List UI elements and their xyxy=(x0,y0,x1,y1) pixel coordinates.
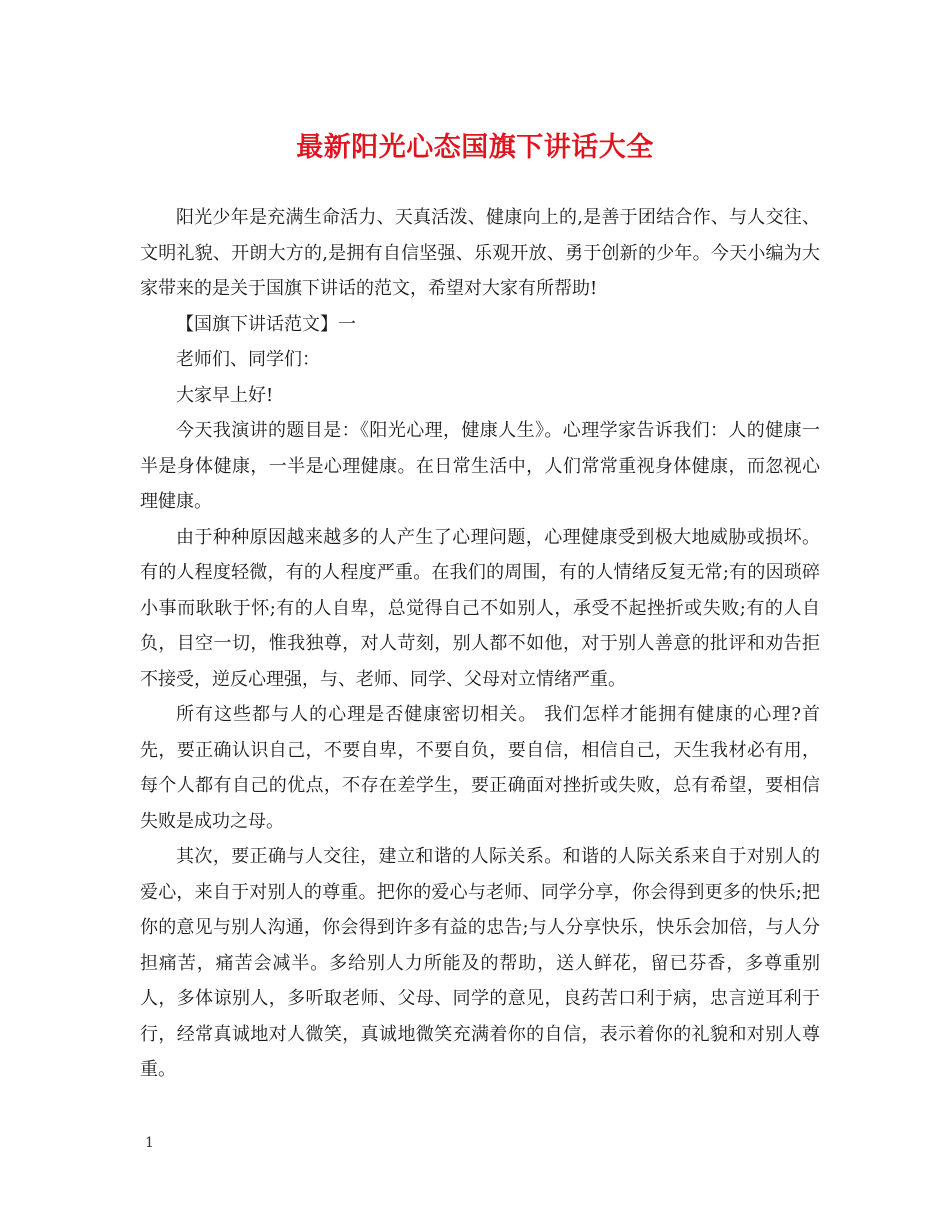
paragraph-salutation: 老师们、同学们： xyxy=(176,349,320,370)
document-body xyxy=(140,200,820,1088)
paragraph-greeting: 大家早上好! xyxy=(176,384,274,406)
document-title: 最新阳光心态国旗下讲话大全 xyxy=(296,132,654,163)
paragraph-topic: 今天我演讲的题目是：《阳光心理，健康人生》。心理学家告诉我们：人的健康一半是身体健康，一半是心理健康。在日常生活中，人们常常重视身体健康，而忽视心理健康。 xyxy=(140,420,820,512)
paragraph-intro: 阳光少年是充满生命活力、天真活泼、健康向上的,是善于团结合作、与人交往、文明礼貌、开朗大方的,是拥有自信坚强、乐观开放、勇于创新的少年。今天小编为大家带来的是关于国旗下讲话的范文，希望对大家有所帮助! xyxy=(140,207,820,299)
paragraph-section-heading: 【国旗下讲话范文】一 xyxy=(176,313,356,335)
paragraph-problems: 由于种种原因越来越多的人产生了心理问题，心理健康受到极大地威胁或损坏。有的人程度轻微，有的人程度严重。在我们的周围，有的人情绪反复无常;有的因琐碎小事而耿耿于怀;有的人自卑，总觉得自己不如别人，承受不起挫折或失败;有的人自负，目空一切，惟我独尊，对人苛刻，别人都不如他，对于别人善意的批评和劝告拒不接受，逆反心理强，与、老师、同学、父母对立情绪严重。 xyxy=(140,526,820,690)
paragraph-first-point: 所有这些都与人的心理是否健康密切相关。 我们怎样才能拥有健康的心理?首先，要正确认识自己，不要自卑，不要自负，要自信，相信自己，天生我材必有用，每个人都有自己的优点，不存在差学生，要正确面对挫折或失败，总有希望，要相信失败是成功之母。 xyxy=(140,704,820,832)
page-number: 1 xyxy=(145,1135,154,1151)
paragraph-second-point: 其次，要正确与人交往，建立和谐的人际关系。和谐的人际关系来自于对别人的爱心，来自于对别人的尊重。把你的爱心与老师、同学分享，你会得到更多的快乐;把你的意见与别人沟通，你会得到许多有益的忠告;与人分享快乐，快乐会加倍，与人分担痛苦，痛苦会减半。多给别人力所能及的帮助，送人鲜花，留已芬香，多尊重别人，多体谅别人，多听取老师、父母、同学的意见，良药苦口利于病，忠言逆耳利于行，经常真诚地对人微笑，真诚地微笑充满着你的自信，表示着你的礼貌和对别人尊重。 xyxy=(140,846,820,1080)
